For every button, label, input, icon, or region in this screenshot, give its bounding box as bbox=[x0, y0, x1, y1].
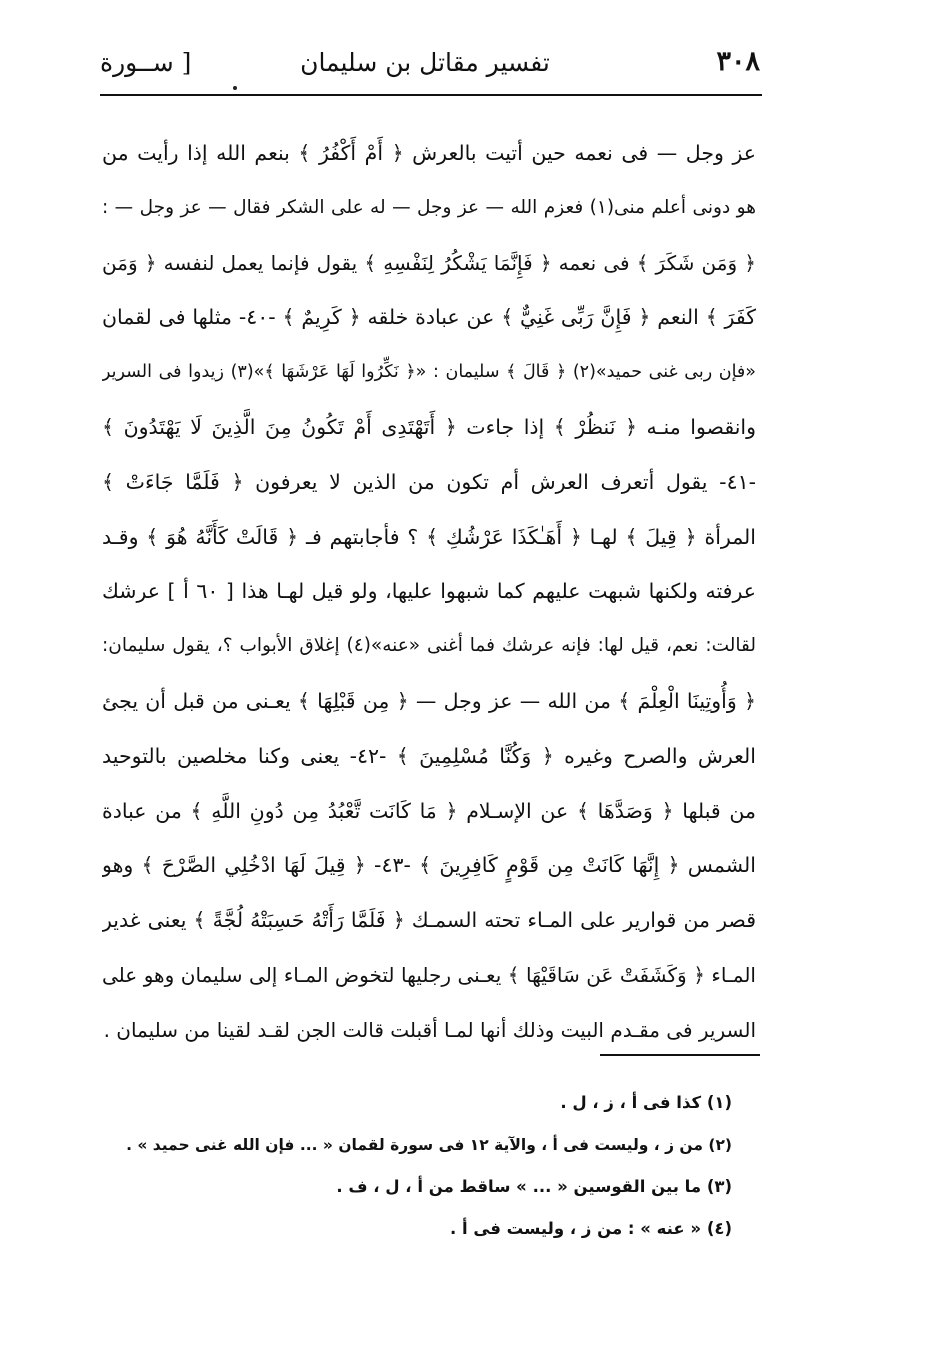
body-line: كَفَرَ ﴾ النعم ﴿ فَإِنَّ رَبِّى غَنِيٌّ ﴾ عن عبادة خلقه ﴿ كَرِيمٌ ﴾ -٤٠- مثلها فى لقمان bbox=[102, 305, 756, 330]
footnotes bbox=[120, 1082, 732, 1250]
body-line: المـاء ﴿ وَكَشَفَتْ عَن سَاقَيْهَا ﴾ يعـنى رجليها لتخوض المـاء إلى سليمان وهو على bbox=[102, 962, 756, 987]
page-header bbox=[100, 42, 762, 92]
footnote-rule bbox=[600, 1054, 760, 1056]
body-line: عز وجل — فى نعمه حين أتيت بالعرش ﴿ أَمْ أَكْفُرُ ﴾ بنعم الله إذا رأيت من bbox=[102, 141, 756, 165]
ink-dot bbox=[233, 86, 237, 90]
footnote: (٤) « عنه » : من ز ، وليست فى أ . bbox=[450, 1219, 732, 1238]
body-line: الشمس ﴿ إِنَّهَا كَانَتْ مِن قَوْمٍ كَافِرِينَ ﴾ -٤٣- ﴿ قِيلَ لَهَا ادْخُلِي الصَّرْحَ ﴾ وهو bbox=[102, 853, 756, 878]
body-line: وانقصوا منـه ﴿ نَنظُرْ ﴾ إذا جاءت ﴿ أَتَهْتَدِى أَمْ تَكُونُ مِنَ الَّذِينَ لَا يَهْتَدُونَ ﴾ bbox=[102, 414, 756, 439]
footnote: (٢) من ز ، وليست فى أ ، والآية ١٢ فى سورة لقمان « ... فإن الله غنى حميد » . bbox=[126, 1136, 732, 1154]
body-line: ﴿ وَأُوتِينَا الْعِلْمَ ﴾ من الله — عز وجل — ﴿ مِن قَبْلِهَا ﴾ يعـنى من قبل أن يجئ bbox=[102, 688, 756, 713]
body-line: ﴿ وَمَن شَكَرَ ﴾ فى نعمه ﴿ فَإِنَّمَا يَشْكُرُ لِنَفْسِهِ ﴾ يقول فإنما يعمل لنفسه ﴿ وَمَن bbox=[102, 250, 756, 275]
body-line: لقالت: نعم، قيل لها: فإنه عرشك فما أغنى «عنه»(٤) إغلاق الأبواب ؟، يقول سليمان: bbox=[102, 635, 756, 657]
surah-label: [ ســورة bbox=[100, 48, 192, 77]
footnote: (٣) ما بين القوسين « ... » ساقط من أ ، ل ، ف . bbox=[336, 1177, 732, 1196]
body-line: المرأة ﴿ قِيلَ ﴾ لهـا ﴿ أَهَـٰكَذَا عَرْشُكِ ﴾ ؟ فأجابتهم فـ ﴿ قَالَتْ كَأَنَّهُ هُوَ ﴾ وقـد bbox=[102, 524, 756, 549]
body-line: «فإن ربى غنى حميد»(٢) ﴿ قَالَ ﴾ سليمان : «﴿ نَكِّرُوا لَهَا عَرْشَهَا ﴾»(٣) زيدوا فى السرير bbox=[102, 362, 756, 383]
running-title: تفسير مقاتل بن سليمان bbox=[300, 48, 550, 77]
body-line: هو دونى أعلم منى(١) فعزم الله — عز وجل — له على الشكر فقال — عز وجل — : bbox=[102, 196, 756, 218]
body-line: السرير فى مقـدم البيت وذلك أنها لمـا أقبلت قالت الجن لقـد لقينا من سليمان . bbox=[103, 1017, 756, 1042]
header-rule bbox=[100, 94, 762, 96]
body-line: قصر من قوارير على المـاء تحته السمـك ﴿ فَلَمَّا رَأَتْهُ حَسِبَتْهُ لُجَّةً ﴾ يعنى غدير bbox=[102, 908, 756, 933]
body-line: من قبلها ﴿ وَصَدَّهَا ﴾ عن الإسـلام ﴿ مَا كَانَت تَّعْبُدُ مِن دُونِ اللَّهِ ﴾ من عبادة bbox=[102, 798, 756, 823]
page-number: ٣٠٨ bbox=[716, 46, 760, 77]
body-line: -٤١- يقول أتعرف العرش أم تكون من الذين لا يعرفون ﴿ فَلَمَّا جَاءَتْ ﴾ bbox=[102, 469, 756, 494]
body-line: العرش والصرح وغيره ﴿ وَكُنَّا مُسْلِمِينَ ﴾ -٤٢- يعنى وكنا مخلصين بالتوحيد bbox=[102, 743, 756, 768]
body-text bbox=[102, 126, 756, 1058]
body-line: عرفته ولكنها شبهت عليهم كما شبهوا عليها، ولو قيل لهـا هذا [ ٦٠ أ ] عرشك bbox=[102, 579, 756, 604]
footnote: (١) كذا فى أ ، ز ، ل . bbox=[560, 1093, 732, 1112]
